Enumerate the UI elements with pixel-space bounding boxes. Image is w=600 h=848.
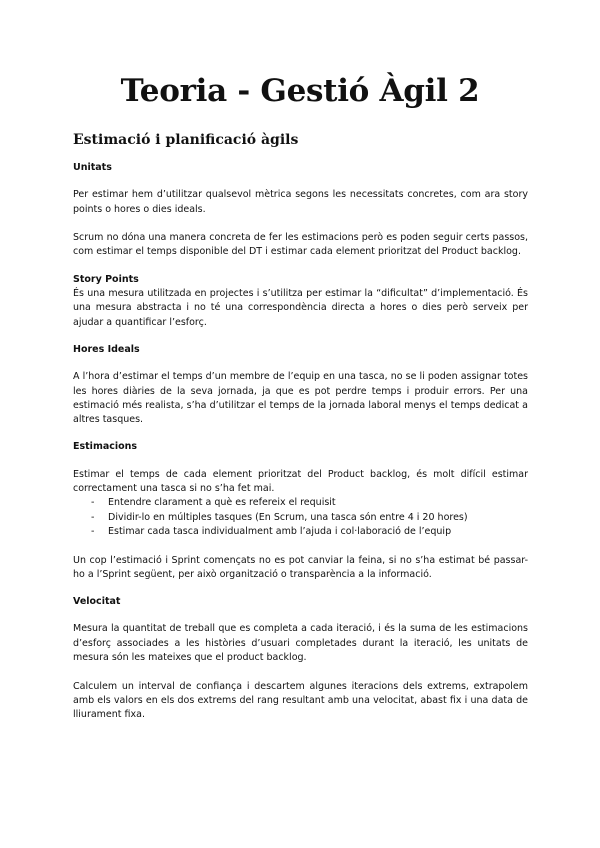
bullet-marker: - <box>91 511 95 523</box>
bullet-list <box>73 496 528 539</box>
list-item-text: Estimar cada tasca individualment amb l’ajuda i col·laboració de l’equip <box>108 525 452 537</box>
paragraph: Per estimar hem d’utilitzar qualsevol mètrica segons les necessitats concretes, com ara story points o hores o dies ideals. <box>73 189 528 215</box>
paragraph: Un cop l’estimació i Sprint començats no es pot canviar la feina, si no s’ha estimat bé passar-ho a l’Sprint següent, per això organització o transparència a la informació. <box>73 554 528 580</box>
bullet-marker: - <box>91 525 95 537</box>
list-item <box>73 511 528 525</box>
list-item-text: Entendre clarament a què es refereix el requisit <box>108 497 336 509</box>
heading-estimacions: Estimacions <box>73 441 138 453</box>
heading-story-points: Story Points <box>73 273 139 285</box>
document-body <box>73 161 528 723</box>
heading-hores-ideals: Hores Ideals <box>73 343 140 355</box>
heading-unitats: Unitats <box>73 162 112 173</box>
paragraph: Mesura la quantitat de treball que es completa a cada iteració, i és la suma de les estimacions d’esforç associades a les històries d’usuari completades durant la iteració, les unitats de mesura són les mateixes que el product backlog. <box>73 623 528 664</box>
paragraph: Scrum no dóna una manera concreta de fer les estimacions però es poden seguir certs passos, com estimar el temps disponible del DT i estimar cada element prioritzat del Product backlog. <box>73 232 528 258</box>
list-item <box>73 525 528 539</box>
paragraph: És una mesura utilitzada en projectes i s’utilitza per estimar la “dificultat” d’implementació. És una mesura abstracta i no té una correspondència directa a hores o dies però serveix per ajudar a quantificar l’esforç. <box>73 288 528 328</box>
paragraph: Calculem un interval de confiança i descartem algunes iteracions dels extrems, extrapolem amb els valors en els dos extrems del rang resultant amb una velocitat, abast fix i una data de lliurament fixa. <box>73 680 528 721</box>
bullet-marker: - <box>91 497 95 509</box>
paragraph: A l’hora d’estimar el temps d’un membre de l’equip en una tasca, no se li poden assignar totes les hores diàries de la seva jornada, ja que es pot perdre temps i produir errors. Per una estimació més realista, s’ha d’utilitzar el temps de la jornada laboral menys el temps dedicat a altres tasques. <box>73 371 528 426</box>
list-item-text: Dividir-lo en múltiples tasques (En Scrum, una tasca són entre 4 i 20 hores) <box>108 511 468 523</box>
heading-velocitat: Velocitat <box>73 596 121 608</box>
list-item <box>73 496 528 510</box>
paragraph: Estimar el temps de cada element prioritzat del Product backlog, és molt difícil estimar correctament una tasca si no s’ha fet mai. <box>73 468 528 495</box>
section-title: Estimació i planificació àgils <box>73 132 299 148</box>
page-title: Teoria - Gestió Àgil 2 <box>120 73 480 109</box>
